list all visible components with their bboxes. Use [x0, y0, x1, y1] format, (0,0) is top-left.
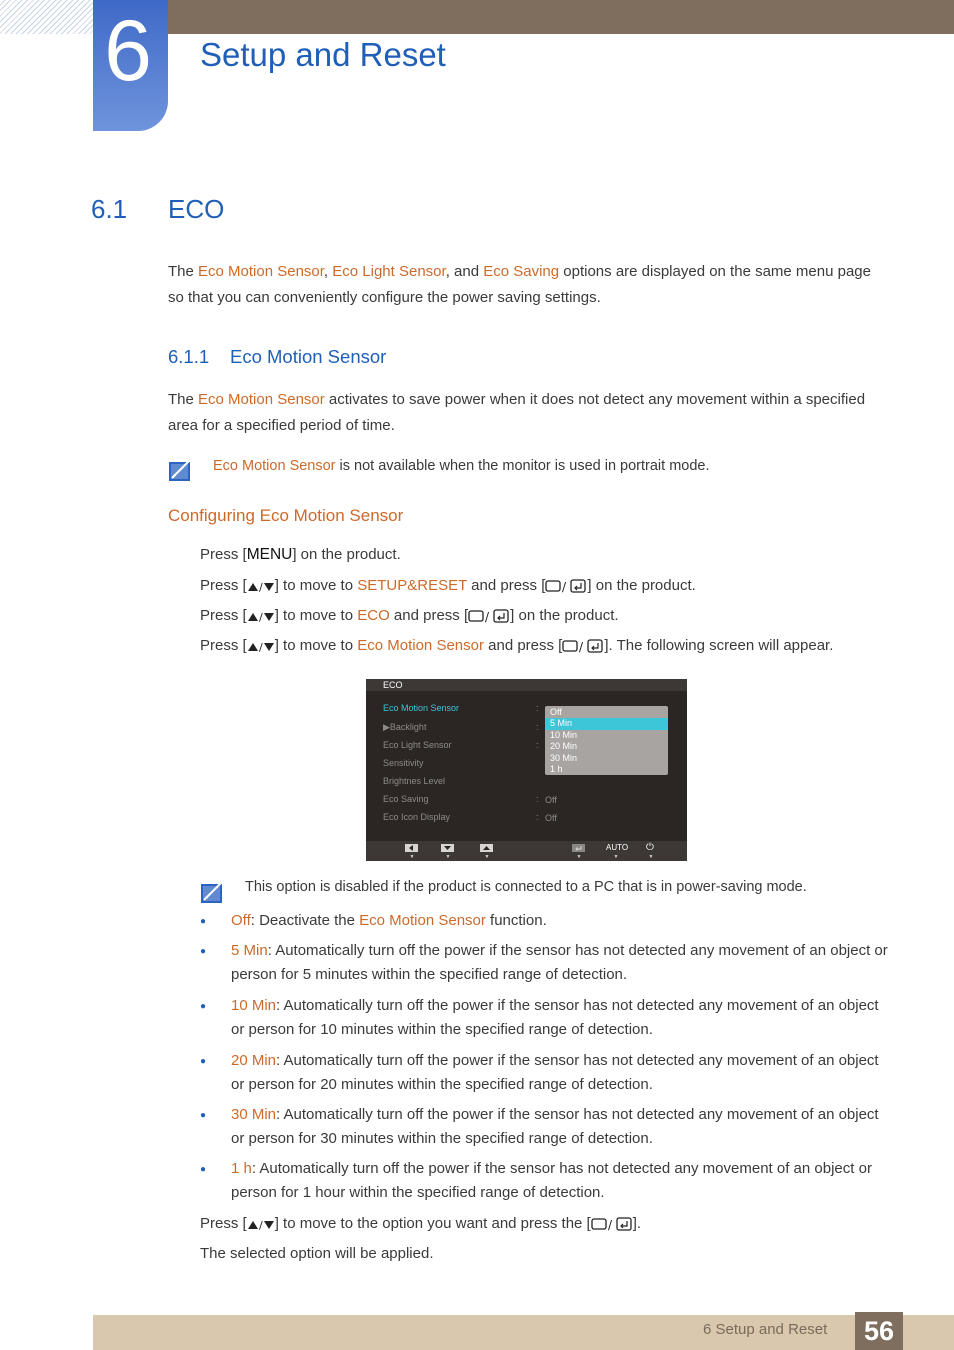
step-1: Press [MENU] on the product. — [200, 546, 401, 563]
source-enter-icon — [562, 639, 604, 653]
osd-colon: : — [536, 722, 539, 732]
osd-item-eco-saving: Eco Saving — [383, 794, 429, 804]
osd-colon: : — [536, 812, 539, 822]
osd-item-brightness-level: Brightnes Level — [383, 776, 446, 786]
osd-power-icon: ⏻ — [646, 842, 654, 853]
section-title: ECO — [168, 194, 225, 224]
osd-indicator-dot: ▼ — [445, 854, 451, 860]
osd-colon: : — [536, 794, 539, 804]
osd-indicator-dot: ▼ — [409, 854, 415, 860]
step-3: Press [ / ] to move to ECO and press [ / ] on the product. — [200, 607, 619, 624]
bullet-20min: 20 Min: Automatically turn off the power if the sensor has not detected any movement of an object or person for 20 minutes within the specified range of detection. — [231, 1052, 879, 1093]
svg-text:/: / — [258, 641, 263, 653]
note-icon — [200, 880, 224, 904]
bullet-5min: 5 Min: Automatically turn off the power if the sensor has not detected any movement of an object or person for 5 minutes within the specified range of detection. — [231, 942, 888, 983]
svg-text:/: / — [258, 611, 263, 623]
osd-option-30min: 30 Min — [550, 752, 578, 763]
osd-enter-button-icon — [572, 844, 585, 852]
term-eco-motion-sensor: Eco Motion Sensor — [198, 391, 325, 408]
header-band — [93, 0, 954, 34]
svg-text:/: / — [579, 640, 584, 653]
osd-item-eco-motion-sensor: Eco Motion Sensor — [383, 703, 460, 713]
osd-eco-menu-screenshot — [366, 679, 687, 861]
osd-item-sensitivity: Sensitivity — [383, 758, 424, 768]
bullet-1h: 1 h: Automatically turn off the power if the sensor has not detected any movement of an object or person for 1 hour within the specified range of detection. — [231, 1160, 872, 1201]
osd-indicator-dot: ▼ — [576, 854, 582, 860]
term-eco-saving: Eco Saving — [483, 263, 560, 280]
source-enter-icon — [468, 609, 510, 623]
up-down-arrows-icon — [247, 580, 275, 593]
menu-key: MENU — [246, 546, 293, 563]
osd-option-off: Off — [550, 707, 562, 717]
svg-text:/: / — [258, 1219, 263, 1231]
step-4: Press [ / ] to move to Eco Motion Sensor and press [ / ]. The following screen will appear. — [200, 637, 834, 654]
osd-down-button-icon — [441, 844, 454, 852]
bullet-marker: ● — [200, 1001, 207, 1012]
bullet-marker: ● — [200, 916, 207, 927]
osd-indicator-dot: ▼ — [613, 854, 619, 860]
up-down-arrows-icon — [247, 610, 275, 623]
description-paragraph: The Eco Motion Sensor activates to save power when it does not detect any movement within a specified area for a specified period of time. — [168, 391, 866, 434]
osd-item-eco-light-sensor: Eco Light Sensor — [383, 740, 452, 750]
osd-option-20min: 20 Min — [550, 741, 578, 752]
footer-chapter-label: 6 Setup and Reset — [703, 1321, 828, 1338]
osd-header: ECO — [366, 679, 687, 691]
osd-option-10min: 10 Min — [550, 729, 578, 740]
bullet-10min: 10 Min: Automatically turn off the power if the sensor has not detected any movement of an object or person for 10 minutes within the specified range of detection. — [231, 997, 879, 1038]
bullet-30min: 30 Min: Automatically turn off the power if the sensor has not detected any movement of an object or person for 30 minutes within the specified range of detection. — [231, 1106, 879, 1147]
osd-item-backlight: ▶Backlight — [383, 722, 427, 732]
up-down-arrows-icon — [247, 1218, 275, 1231]
bullet-marker: ● — [200, 1110, 207, 1121]
source-enter-icon — [591, 1217, 633, 1231]
osd-auto-label: AUTO — [606, 843, 629, 852]
svg-text:/: / — [258, 581, 263, 593]
osd-option-5min-selected: 5 Min — [545, 718, 668, 729]
step-6: The selected option will be applied. — [200, 1245, 434, 1262]
osd-value-eco-icon: Off — [545, 813, 557, 823]
subsection-number: 6.1.1 — [168, 346, 210, 367]
note-portrait-mode: Eco Motion Sensor is not available when the monitor is used in portrait mode. — [213, 458, 710, 474]
configuring-title: Configuring Eco Motion Sensor — [168, 506, 404, 525]
osd-indicator-dot: ▼ — [648, 854, 654, 860]
bullet-marker: ● — [200, 946, 207, 957]
up-down-arrows-icon — [247, 640, 275, 653]
source-enter-icon — [545, 579, 587, 593]
step-5: Press [ / ] to move to the option you want and press the [ / ]. — [200, 1215, 642, 1232]
page-number: 56 — [863, 1316, 895, 1346]
subsection-title: Eco Motion Sensor — [230, 346, 387, 367]
bullet-marker: ● — [200, 1164, 207, 1175]
note-icon — [168, 458, 192, 482]
osd-item-eco-icon-display: Eco Icon Display — [383, 812, 451, 822]
chapter-number: 6 — [104, 3, 152, 99]
bullet-off: Off: Deactivate the Eco Motion Sensor function. — [231, 912, 547, 929]
chapter-title: Setup and Reset — [200, 36, 446, 73]
osd-colon: : — [536, 703, 539, 713]
osd-colon: : — [536, 740, 539, 750]
osd-value-eco-saving: Off — [545, 795, 557, 805]
intro-paragraph: The Eco Motion Sensor, Eco Light Sensor, and Eco Saving options are displayed on the same menu page so that you can conveniently configure the power saving settings. — [168, 263, 871, 306]
svg-text:/: / — [485, 610, 490, 623]
svg-text:/: / — [562, 580, 567, 593]
osd-indicator-dot: ▼ — [484, 854, 490, 860]
osd-option-dropdown — [545, 706, 668, 775]
note-power-saving: This option is disabled if the product is connected to a PC that is in power-saving mode. — [245, 879, 807, 895]
section-number: 6.1 — [91, 194, 128, 224]
bullet-marker: ● — [200, 1056, 207, 1067]
term-eco-light-sensor: Eco Light Sensor — [332, 263, 446, 280]
step-2: Press [ / ] to move to SETUP&RESET and press [ / ] on the product. — [200, 577, 696, 594]
osd-left-button-icon — [405, 844, 418, 852]
osd-up-button-icon — [480, 844, 493, 852]
osd-option-1h: 1 h — [550, 764, 563, 774]
term-eco-motion-sensor: Eco Motion Sensor — [198, 263, 324, 280]
header-hatch-decoration — [0, 0, 93, 34]
osd-footer-buttons — [366, 841, 687, 861]
svg-text:/: / — [607, 1218, 612, 1231]
